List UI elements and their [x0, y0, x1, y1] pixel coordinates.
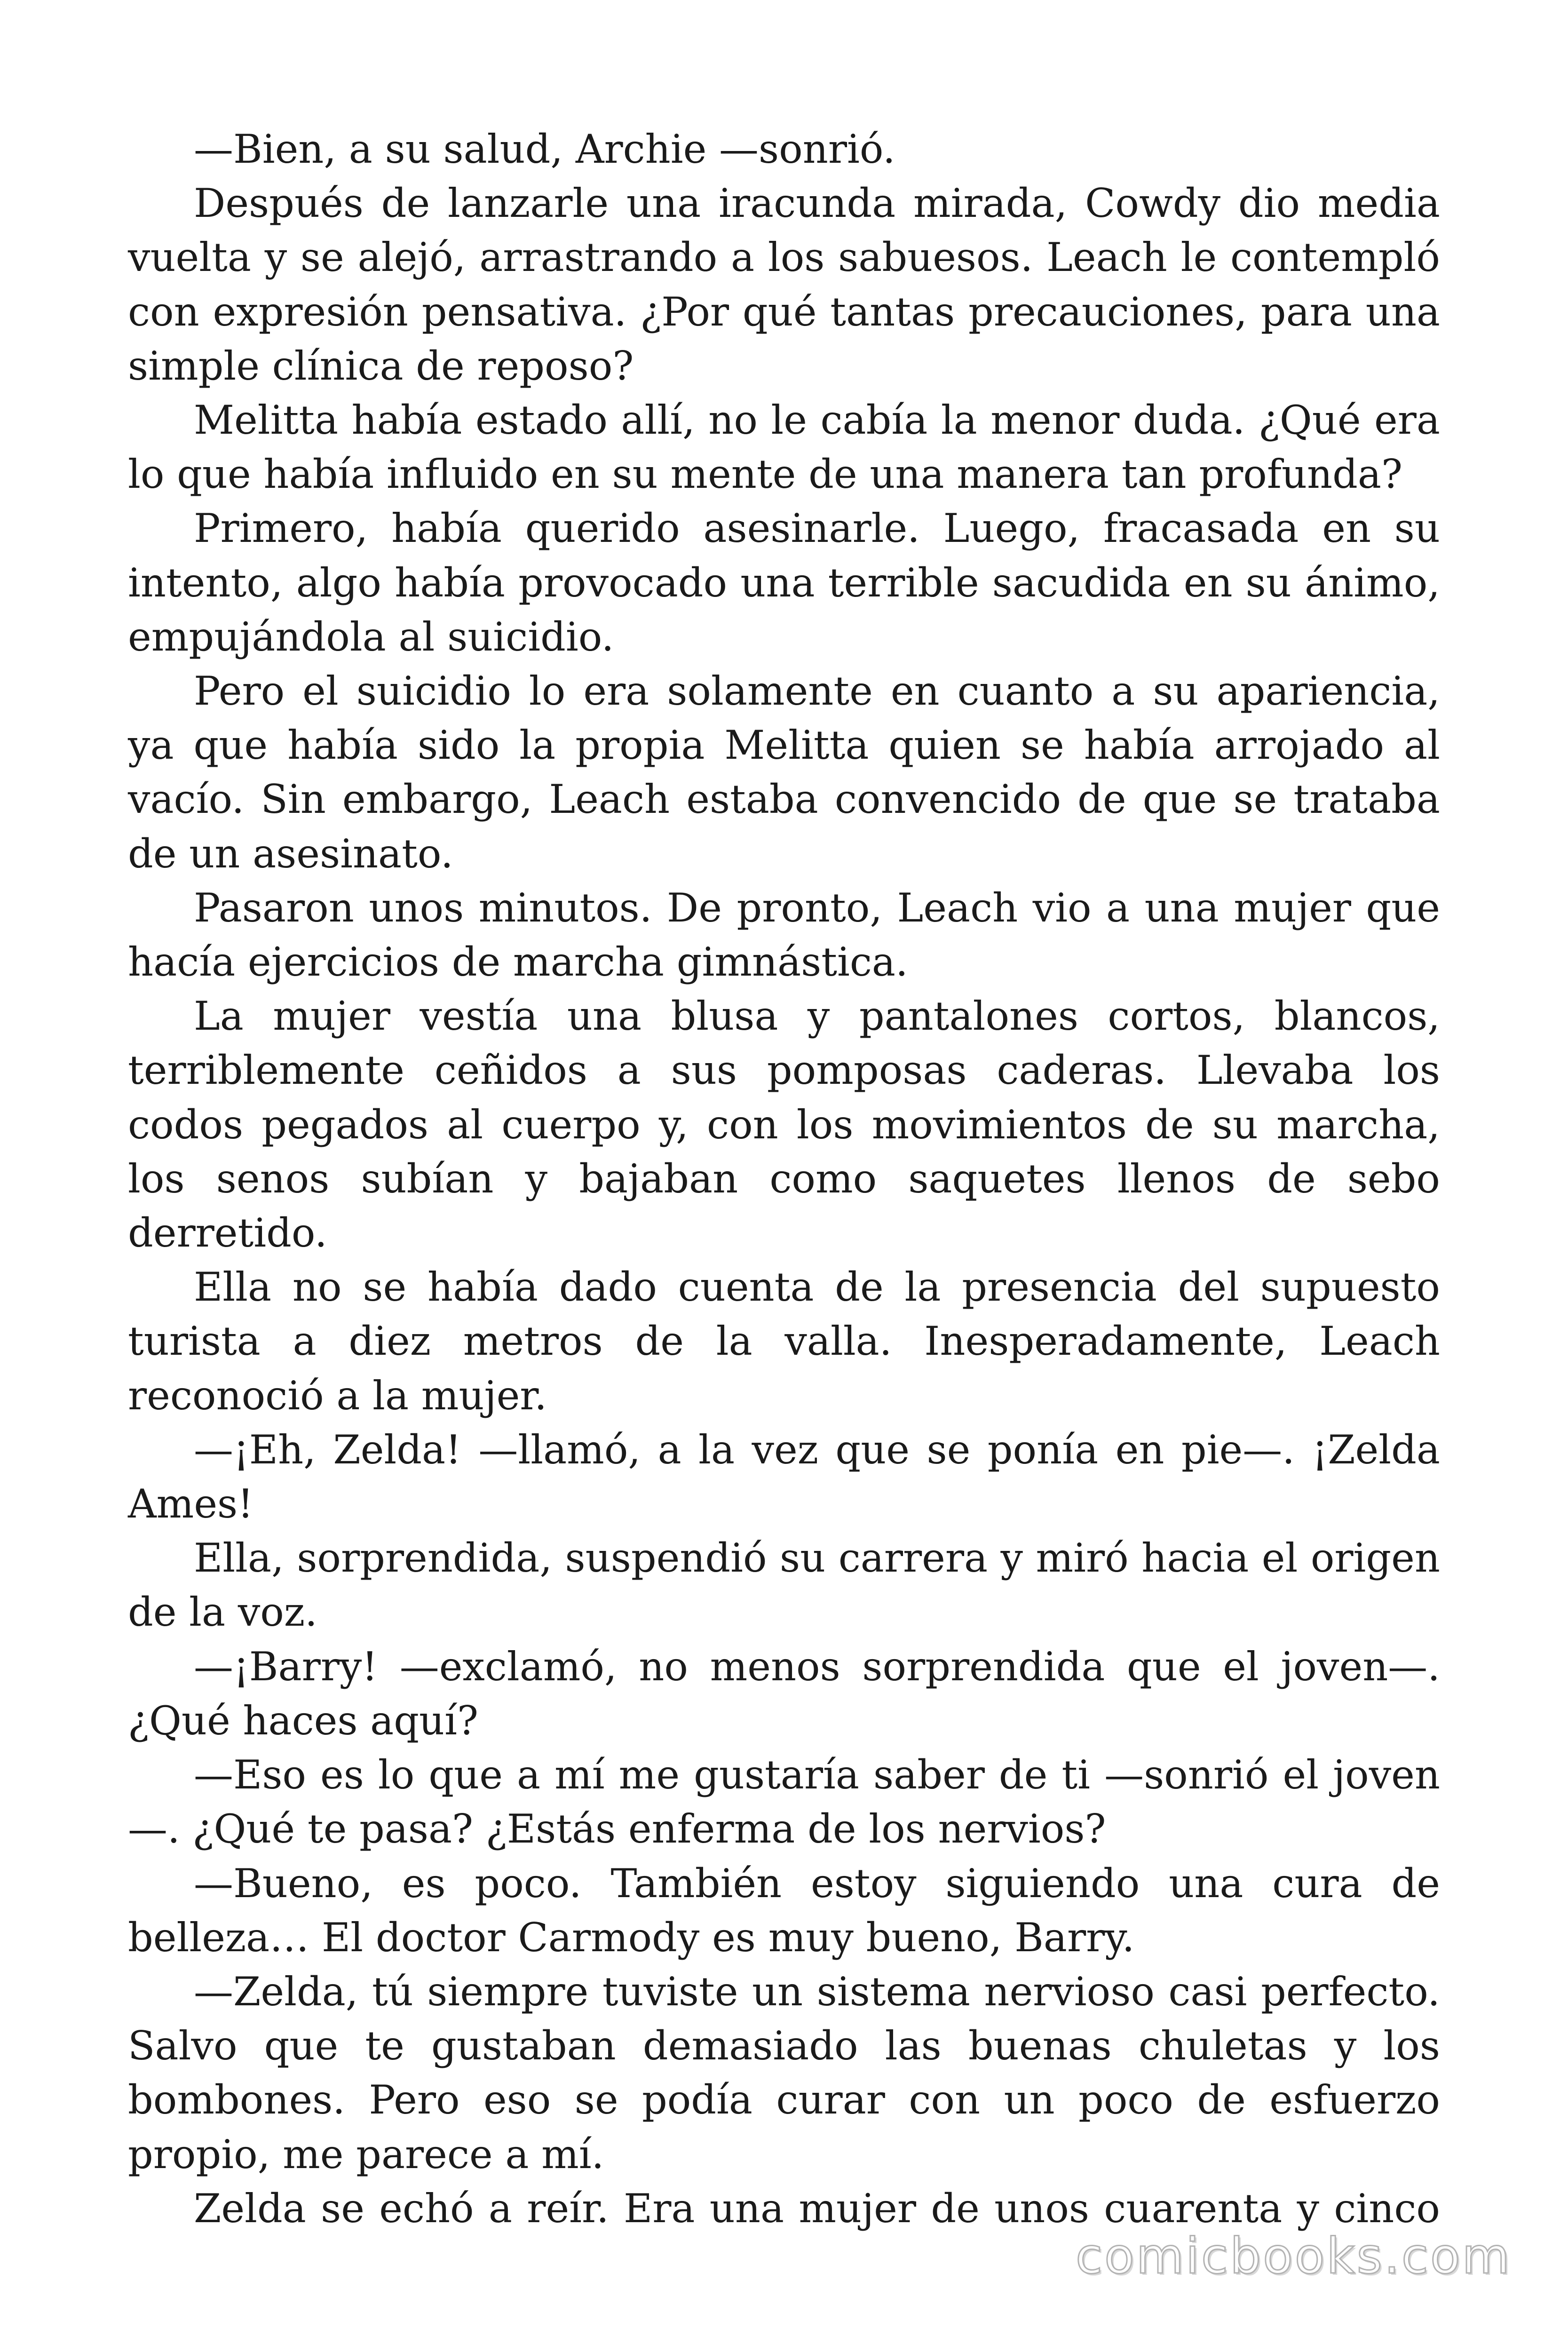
paragraph: Ella, sorprendida, suspendió su carrera y miró hacia el origen de la voz. — [128, 1535, 1440, 1636]
body-text — [128, 122, 1440, 2236]
paragraph: Zelda se echó a reír. Era una mujer de unos cuarenta y cinco — [194, 2185, 1440, 2232]
paragraph: —¡Eh, Zelda! —llamó, a la vez que se ponía en pie—. ¡Zelda Ames! — [128, 1426, 1440, 1527]
paragraph: Melitta había estado allí, no le cabía la menor duda. ¿Qué era lo que había influido en su mente de una manera tan profunda? — [128, 397, 1440, 498]
paragraph: Primero, había querido asesinarle. Luego, fracasada en su intento, algo había provocado una terrible sacudida en su ánimo, empujándola al suicidio. — [128, 505, 1440, 660]
paragraph: —Bueno, es poco. También estoy siguiendo una cura de belleza… El doctor Carmody es muy bueno, Barry. — [128, 1860, 1440, 1961]
paragraph: —Eso es lo que a mí me gustaría saber de ti —sonrió el joven—. ¿Qué te pasa? ¿Estás enferma de los nervios? — [128, 1752, 1440, 1852]
paragraph: Pero el suicidio lo era solamente en cuanto a su apariencia, ya que había sido la propia Melitta quien se había arrojado al vacío. Sin embargo, Leach estaba convencido de que se trataba de un asesinato. — [128, 668, 1440, 877]
paragraph: Ella no se había dado cuenta de la presencia del supuesto turista a diez metros de la valla. Inesperadamente, Leach reconoció a la mujer. — [128, 1264, 1440, 1419]
paragraph: —¡Barry! —exclamó, no menos sorprendida que el joven—. ¿Qué haces aquí? — [128, 1643, 1440, 1744]
paragraph: Después de lanzarle una iracunda mirada, Cowdy dio media vuelta y se alejó, arrastrando a los sabuesos. Leach le contempló con expresión pensativa. ¿Por qué tantas precauciones, para una simple clínica de reposo? — [128, 180, 1440, 389]
paragraph: Pasaron unos minutos. De pronto, Leach vio a una mujer que hacía ejercicios de marcha gimnástica. — [128, 884, 1440, 985]
paragraph: —Zelda, tú siempre tuviste un sistema nervioso casi perfecto. Salvo que te gustaban demasiado las buenas chuletas y los bombones. Pero eso se podía curar con un poco de esfuerzo propio, me parece a mí. — [128, 1968, 1440, 2177]
paragraph: —Bien, a su salud, Archie —sonrió. — [194, 126, 895, 172]
watermark: comicbooks.com — [1075, 2227, 1512, 2285]
paragraph: La mujer vestía una blusa y pantalones cortos, blancos, terriblemente ceñidos a sus pomposas caderas. Llevaba los codos pegados al cuerpo y, con los movimientos de su marcha, los senos subían y bajaban como saquetes llenos de sebo derretido. — [128, 993, 1440, 1256]
